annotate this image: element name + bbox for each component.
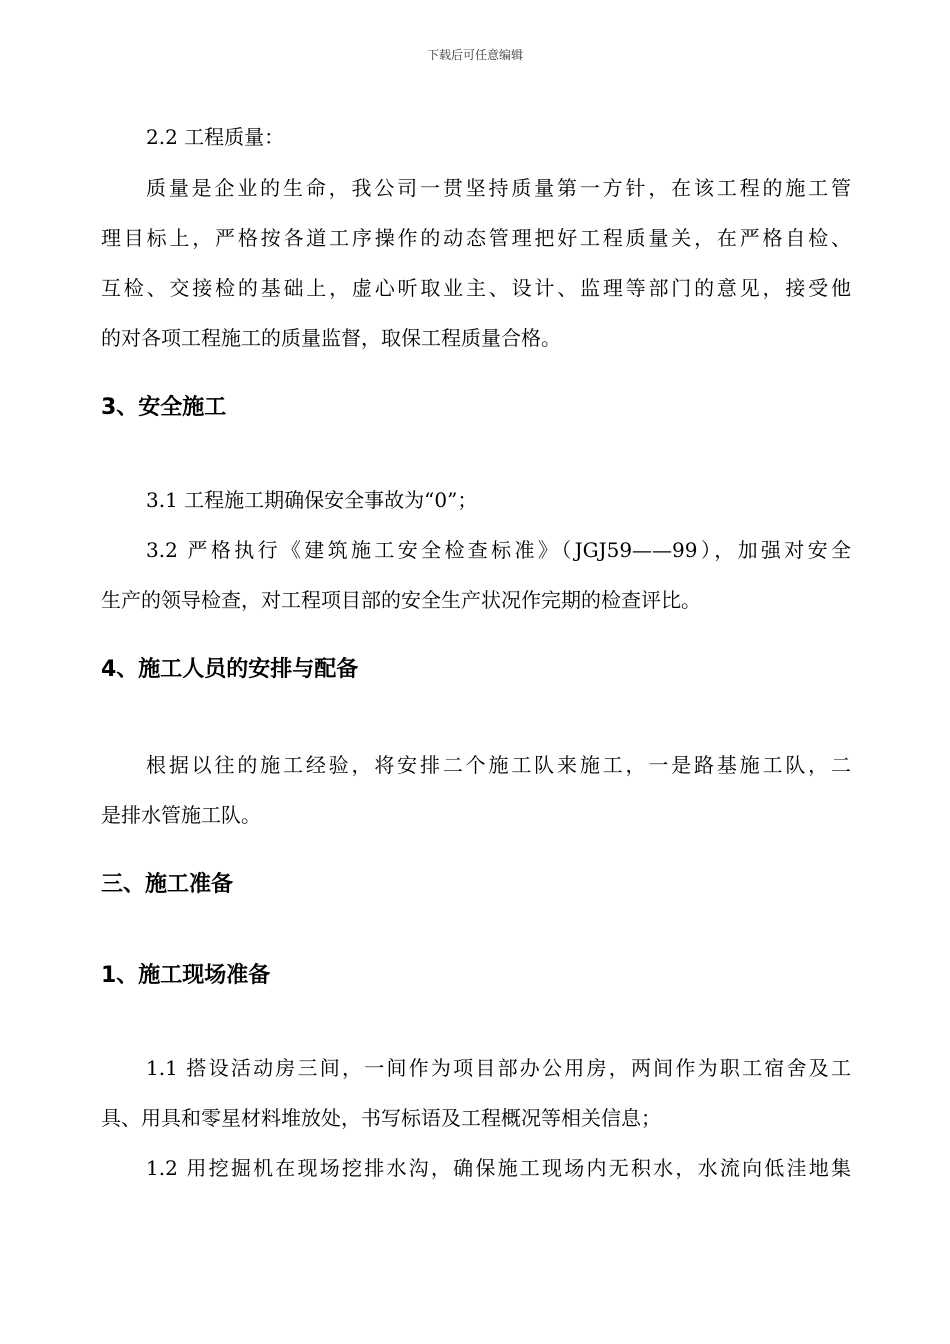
paragraph-line: 互检、交接检的基础上，虚心听取业主、设计、监理等部门的意见，接受他 bbox=[101, 276, 851, 300]
subsection-title-2-2: 2.2 工程质量： bbox=[146, 125, 285, 149]
paragraph-line: 的对各项工程施工的质量监督，取保工程质量合格。 bbox=[101, 326, 561, 350]
paragraph-line: 是排水管施工队。 bbox=[101, 803, 261, 827]
section-heading-1: 1、施工现场准备 bbox=[101, 963, 271, 988]
page-header-note: 下载后可任意编辑 bbox=[426, 48, 523, 62]
section-heading-3: 3、安全施工 bbox=[101, 395, 227, 420]
section-heading-4: 4、施工人员的安排与配备 bbox=[101, 657, 359, 682]
paragraph-line: 质量是企业的生命，我公司一贯坚持质量第一方针，在该工程的施工管 bbox=[146, 176, 851, 200]
paragraph-line: 理目标上，严格按各道工序操作的动态管理把好工程质量关，在严格自检、 bbox=[101, 226, 851, 250]
paragraph-line: 3.2 严格执行《建筑施工安全检查标准》（JGJ59——99），加强对安全 bbox=[146, 538, 851, 562]
list-item-3-1: 3.1 工程施工期确保安全事故为“0”； bbox=[146, 488, 478, 512]
paragraph-line: 根据以往的施工经验，将安排二个施工队来施工，一是路基施工队，二 bbox=[146, 753, 851, 777]
paragraph-line: 1.2 用挖掘机在现场挖排水沟，确保施工现场内无积水，水流向低洼地集 bbox=[146, 1156, 851, 1180]
paragraph-line: 1.1 搭设活动房三间，一间作为项目部办公用房，两间作为职工宿舍及工 bbox=[146, 1056, 851, 1080]
paragraph-line: 具、用具和零星材料堆放处，书写标语及工程概况等相关信息； bbox=[101, 1106, 661, 1130]
chapter-heading-3: 三、施工准备 bbox=[101, 872, 234, 897]
paragraph-line: 生产的领导检查，对工程项目部的安全生产状况作完期的检查评比。 bbox=[101, 588, 701, 612]
